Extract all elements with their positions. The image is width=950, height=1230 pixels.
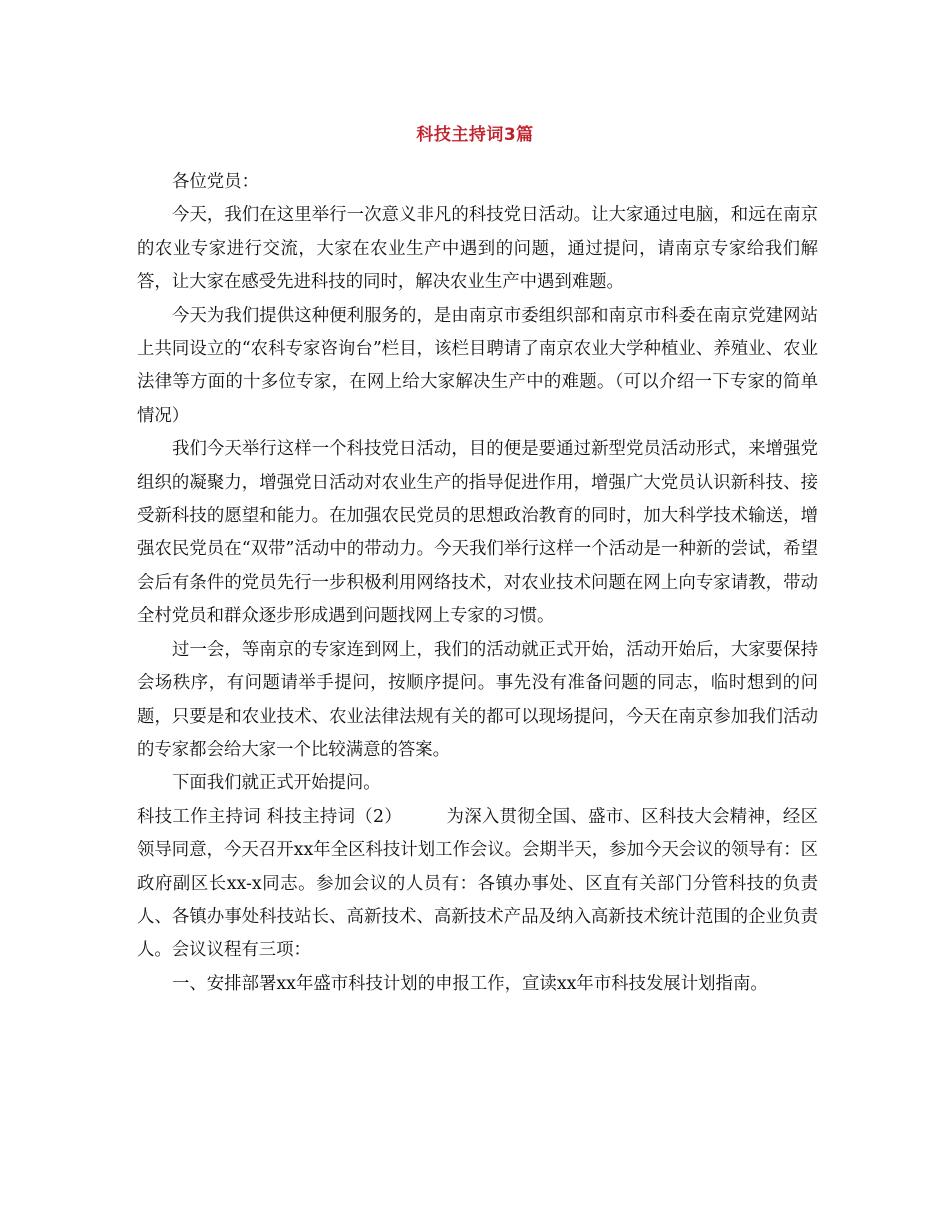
body-paragraph: 我们今天举行这样一个科技党日活动，目的便是要通过新型党员活动形式，来增强党组织的凝聚力，增强党日活动对农业生产的指导促进作用，增强广大党员认识新科技、接受新科技的愿望和能力。在加强农民党员的思想政治教育的同时，加大科学技术输送，增强农民党员在“双带”活动中的带动力。今天我们举行这样一个活动是一种新的尝试，希望会后有条件的党员先行一步积极利用网络技术，对农业技术问题在网上向专家请教，带动全村党员和群众逐步形成遇到问题找网上专家的习惯。: [137, 439, 818, 627]
body-paragraph: 下面我们就正式开始提问。: [172, 773, 381, 794]
body-paragraph: 今天，我们在这里举行一次意义非凡的科技党日活动。让大家通过电脑，和远在南京的农业专家进行交流，大家在农业生产中遇到的问题，通过提问，请南京专家给我们解答，让大家在感受先进科技的同时，解决农业生产中遇到难题。: [137, 205, 818, 293]
body-paragraph: 今天为我们提供这种便利服务的，是由南京市委组织部和南京市科委在南京党建网站上共同设立的“农科专家咨询台”栏目，该栏目聘请了南京农业大学种植业、养殖业、农业法律等方面的十多位专家，在网上给大家解决生产中的难题。（可以介绍一下专家的简单情况）: [137, 305, 818, 426]
document-title: 科技主持词3篇: [416, 125, 534, 145]
document-body: [137, 160, 818, 1001]
salutation-paragraph: 各位党员：: [172, 172, 259, 192]
section-two-paragraph: 科技工作主持词 科技主持词（2） 为深入贯彻全国、盛市、区科技大会精神，经区领导同意，今天召开xx年全区科技计划工作会议。会期半天，参加今天会议的领导有：区政府副区长xx-x同志。参加会议的人员有：各镇办事处、区直有关部门分管科技的负责人、各镇办事处科技站长、高新技术、高新技术产品及纳入高新技术统计范围的企业负责人。会议议程有三项：: [137, 806, 818, 961]
agenda-item-paragraph: 一、安排部署xx年盛市科技计划的申报工作，宣读xx年市科技发展计划指南。: [172, 973, 768, 994]
body-paragraph: 过一会，等南京的专家连到网上，我们的活动就正式开始，活动开始后，大家要保持会场秩序，有问题请举手提问，按顺序提问。事先没有准备问题的同志，临时想到的问题，只要是和农业技术、农业法律法规有关的都可以现场提问，今天在南京参加我们活动的专家都会给大家一个比较满意的答案。: [137, 639, 818, 760]
